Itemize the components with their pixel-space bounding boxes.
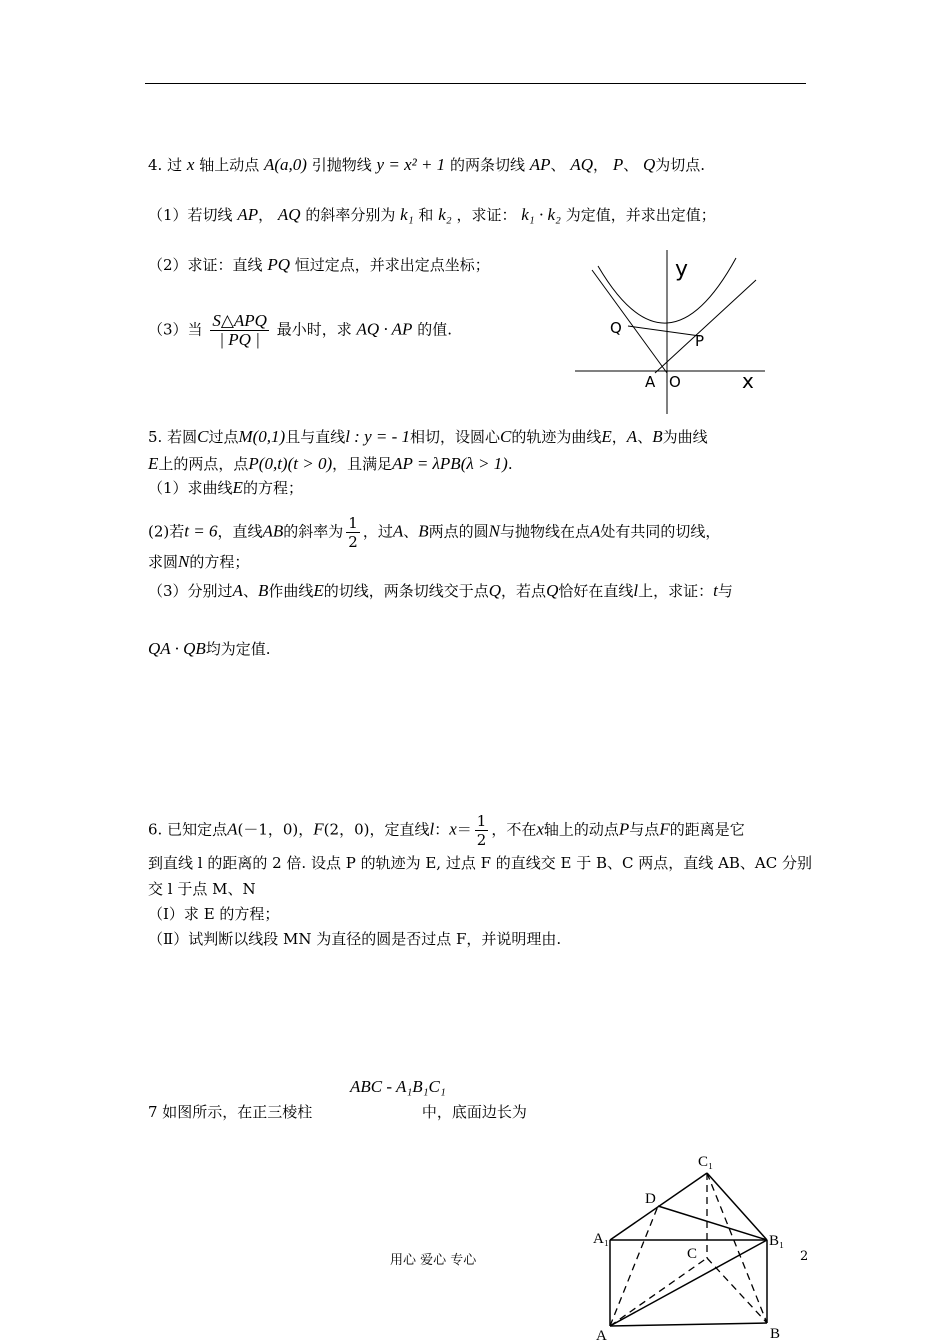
problem6-statement-line1: 6. 已知定点A(－1，0)，F(2，0)，定直线l：x＝ $\frac{1}{2}$ ，不在x轴上的动点P与点F的距离是它 (148, 812, 745, 849)
half-fraction: $\frac{1}{2}$ (476, 812, 487, 849)
label-D: D (645, 1191, 656, 1207)
problem5-question2: (2)若t = 6，直线AB的斜率为 $\frac{1}{2}$ ，过A、B两点的圆N与抛物线在点A处有共同的切线， (148, 514, 721, 551)
label-A1: A₁ (593, 1231, 610, 1247)
label-A: A (596, 1328, 607, 1344)
prism-expression: ABC - A₁B₁C₁ (350, 1077, 446, 1096)
y-label: y (675, 257, 689, 282)
edge-AB (610, 1323, 767, 1326)
tangent-line-AQ (592, 270, 667, 373)
slope-fraction: $\frac{1}{2}$ (348, 514, 358, 551)
label-B: B (770, 1326, 781, 1342)
page-number: 2 (800, 1249, 809, 1264)
triangular-prism-figure (590, 1148, 800, 1344)
problem5-question3-continued: QA · QB均为定值. (148, 639, 271, 658)
edge-CB (707, 1258, 767, 1323)
label-C1: C₁ (698, 1154, 714, 1170)
problem4-question2: （2）求证：直线 PQ 恒过定点，并求出定点坐标； (148, 255, 490, 274)
problem5-statement-line2: E上的两点，点P(0,t)(t > 0)，且满足AP = λPB(λ > 1). (148, 454, 513, 473)
problem5-question3: （3）分别过A、B作曲线E的切线，两条切线交于点Q，若点Q恰好在直线l上，求证：t与 (148, 581, 733, 600)
tangent-line-AP (655, 280, 756, 373)
Q-label: Q (610, 319, 622, 337)
problem6-statement-line3: 交 l 于点 M、N (148, 880, 256, 898)
label-C: C (687, 1246, 698, 1262)
problem4-question1: （1）若切线 AP， AQ 的斜率分别为 k₁ 和 k₂ ，求证： k₁ · k₂ 为定值，并求出定值； (148, 205, 716, 224)
P-label: P (695, 332, 705, 350)
area-ratio-fraction: $\frac{\text{S△APQ}}{| PQ |}$ (212, 311, 267, 349)
problem6-question1: （Ⅰ）求 E 的方程； (148, 905, 280, 923)
problem5-question2-continued: 求圆N的方程； (148, 552, 250, 571)
x-label: x (742, 369, 754, 393)
problem6-question2: （Ⅱ）试判断以线段 MN 为直径的圆是否过点 F，并说明理由. (148, 930, 562, 948)
problem4-statement: 4. 过 x 轴上动点 A(a,0) 引抛物线 y = x² + 1 的两条切线 AP、 AQ， P、 Q为切点. (148, 155, 706, 174)
problem6-statement-line2: 到直线 l 的距离的 2 倍. 设点 P 的轨迹为 E, 过点 F 的直线交 E 于 B、C 两点，直线 AB、AC 分别 (148, 854, 813, 872)
segment-C1B (707, 1173, 767, 1323)
page-footer: 用心 爱心 专心 (390, 1253, 477, 1268)
parabola-tangent-figure (570, 248, 770, 418)
problem7-statement: 7 如图所示，在正三棱柱 中，底面边长为 (148, 1103, 527, 1121)
problem5-statement-line1: 5. 若圆C过点M(0,1)且与直线l : y = - 1相切，设圆心C的轨迹为曲线E，A、B为曲线 (148, 427, 708, 446)
problem4-question3: （3）当 $\frac{\text{S△APQ}}{| PQ |}$ 最小时，求 AQ · AP 的值. (148, 311, 452, 349)
problem5-question1: （1）求曲线E的方程； (148, 478, 303, 497)
header-rule (145, 83, 806, 84)
O-label: O (669, 373, 681, 391)
label-B1: B₁ (769, 1233, 785, 1249)
edge-AC (610, 1258, 707, 1326)
A-label: A (645, 373, 656, 391)
segment-DB1 (658, 1206, 767, 1240)
